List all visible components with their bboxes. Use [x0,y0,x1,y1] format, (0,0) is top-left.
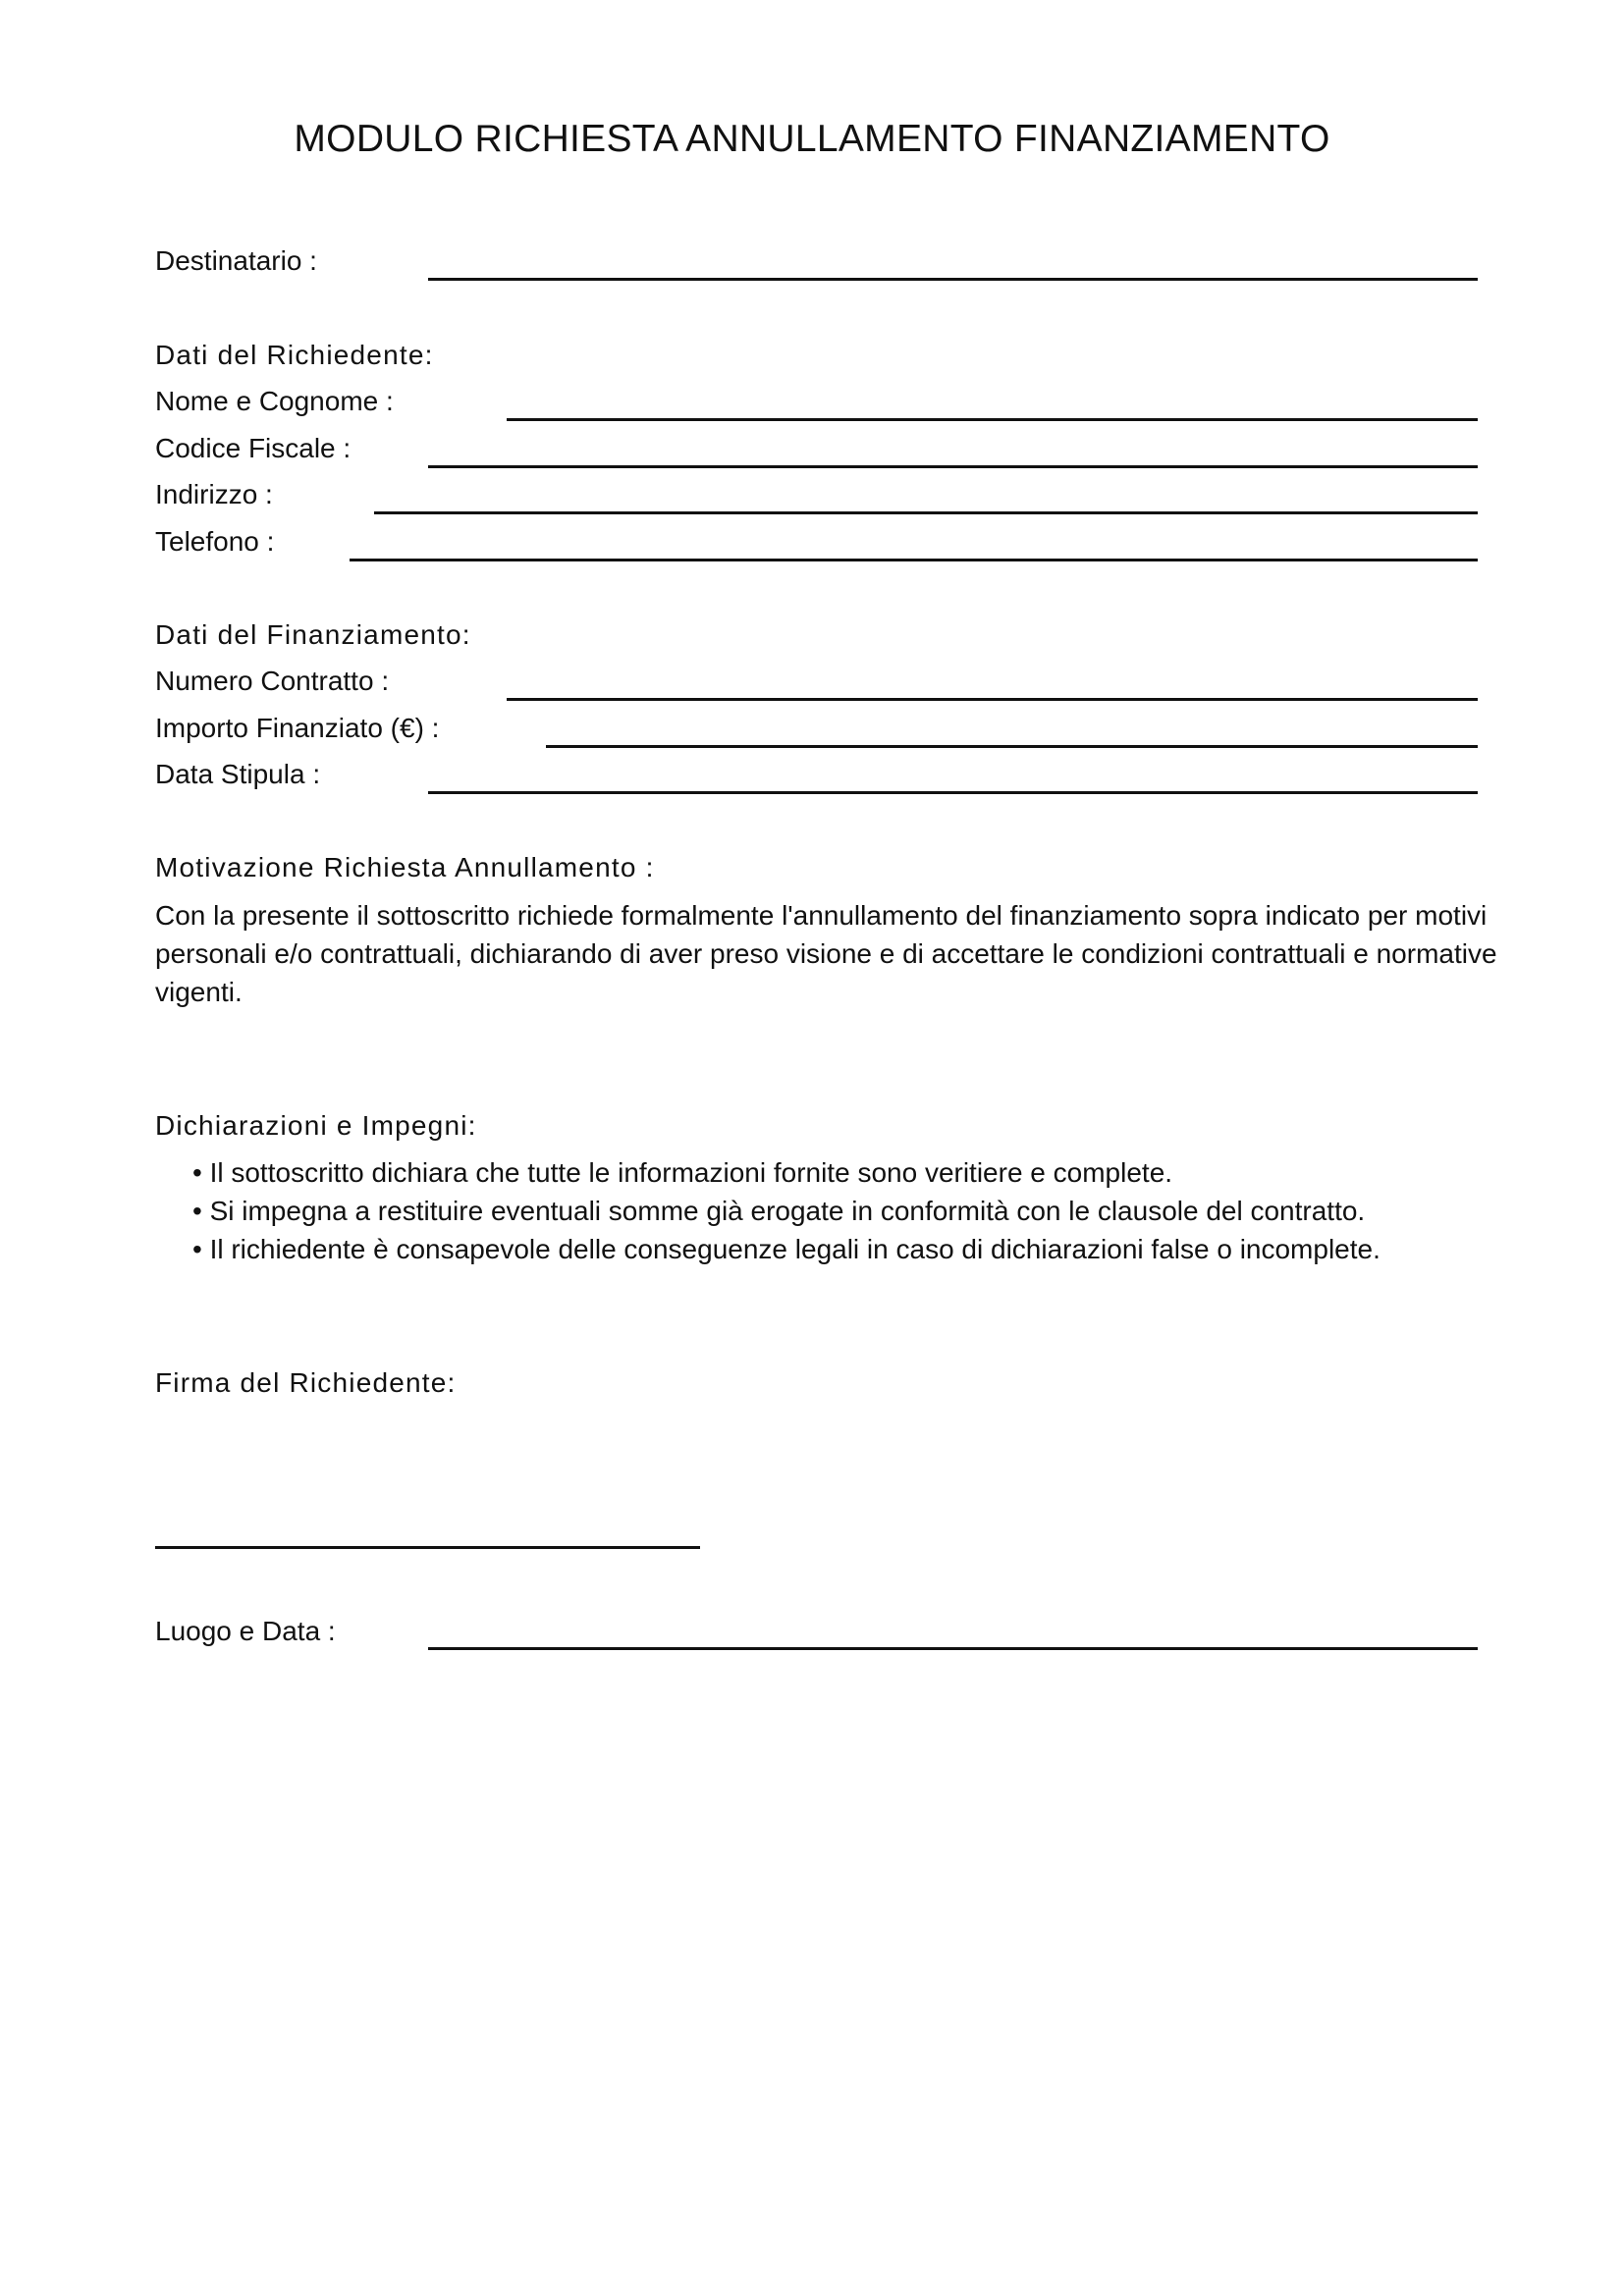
address-field[interactable] [374,511,1478,514]
document-title: MODULO RICHIESTA ANNULLAMENTO FINANZIAMENTO [294,118,1330,160]
declarations-list [192,1153,1380,1268]
address-label: Indirizzo : [155,479,273,509]
phone-label: Telefono : [155,526,275,557]
place-date-field[interactable] [428,1647,1478,1650]
signature-label: Firma del Richiedente: [155,1367,457,1398]
recipient-label: Destinatario : [155,245,317,276]
motivation-text: Con la presente il sottoscritto richiede formalmente l'annullamento del finanziamento sopra indicato per motivi personali e/o contrattuali, dichiarando di aver preso visione e di accettare le condizioni contrattuali e normative vigenti. [155,900,1497,1007]
declaration-item: • Il sottoscritto dichiara che tutte le informazioni fornite sono veritiere e complete. [192,1157,1173,1188]
declaration-item: • Il richiedente è consapevole delle conseguenze legali in caso di dichiarazioni false o incomplete. [192,1234,1380,1264]
place-date-label: Luogo e Data : [155,1616,336,1646]
name-label: Nome e Cognome : [155,386,394,416]
tax-code-field[interactable] [428,465,1478,468]
financing-heading: Dati del Finanziamento: [155,619,471,650]
financed-amount-label: Importo Finanziato (€) : [155,713,440,743]
signing-date-field[interactable] [428,791,1478,794]
name-field[interactable] [507,418,1478,421]
contract-number-label: Numero Contratto : [155,666,390,696]
motivation-heading: Motivazione Richiesta Annullamento : [155,852,655,882]
financed-amount-field[interactable] [546,745,1478,748]
signature-field[interactable] [155,1546,700,1549]
signing-date-label: Data Stipula : [155,759,321,789]
applicant-heading: Dati del Richiedente: [155,340,434,370]
contract-number-field[interactable] [507,698,1478,701]
tax-code-label: Codice Fiscale : [155,433,352,463]
declarations-heading: Dichiarazioni e Impegni: [155,1110,477,1141]
declaration-item: • Si impegna a restituire eventuali somme già erogate in conformità con le clausole del contratto. [192,1196,1366,1226]
recipient-field[interactable] [428,278,1478,281]
phone-field[interactable] [350,559,1478,561]
